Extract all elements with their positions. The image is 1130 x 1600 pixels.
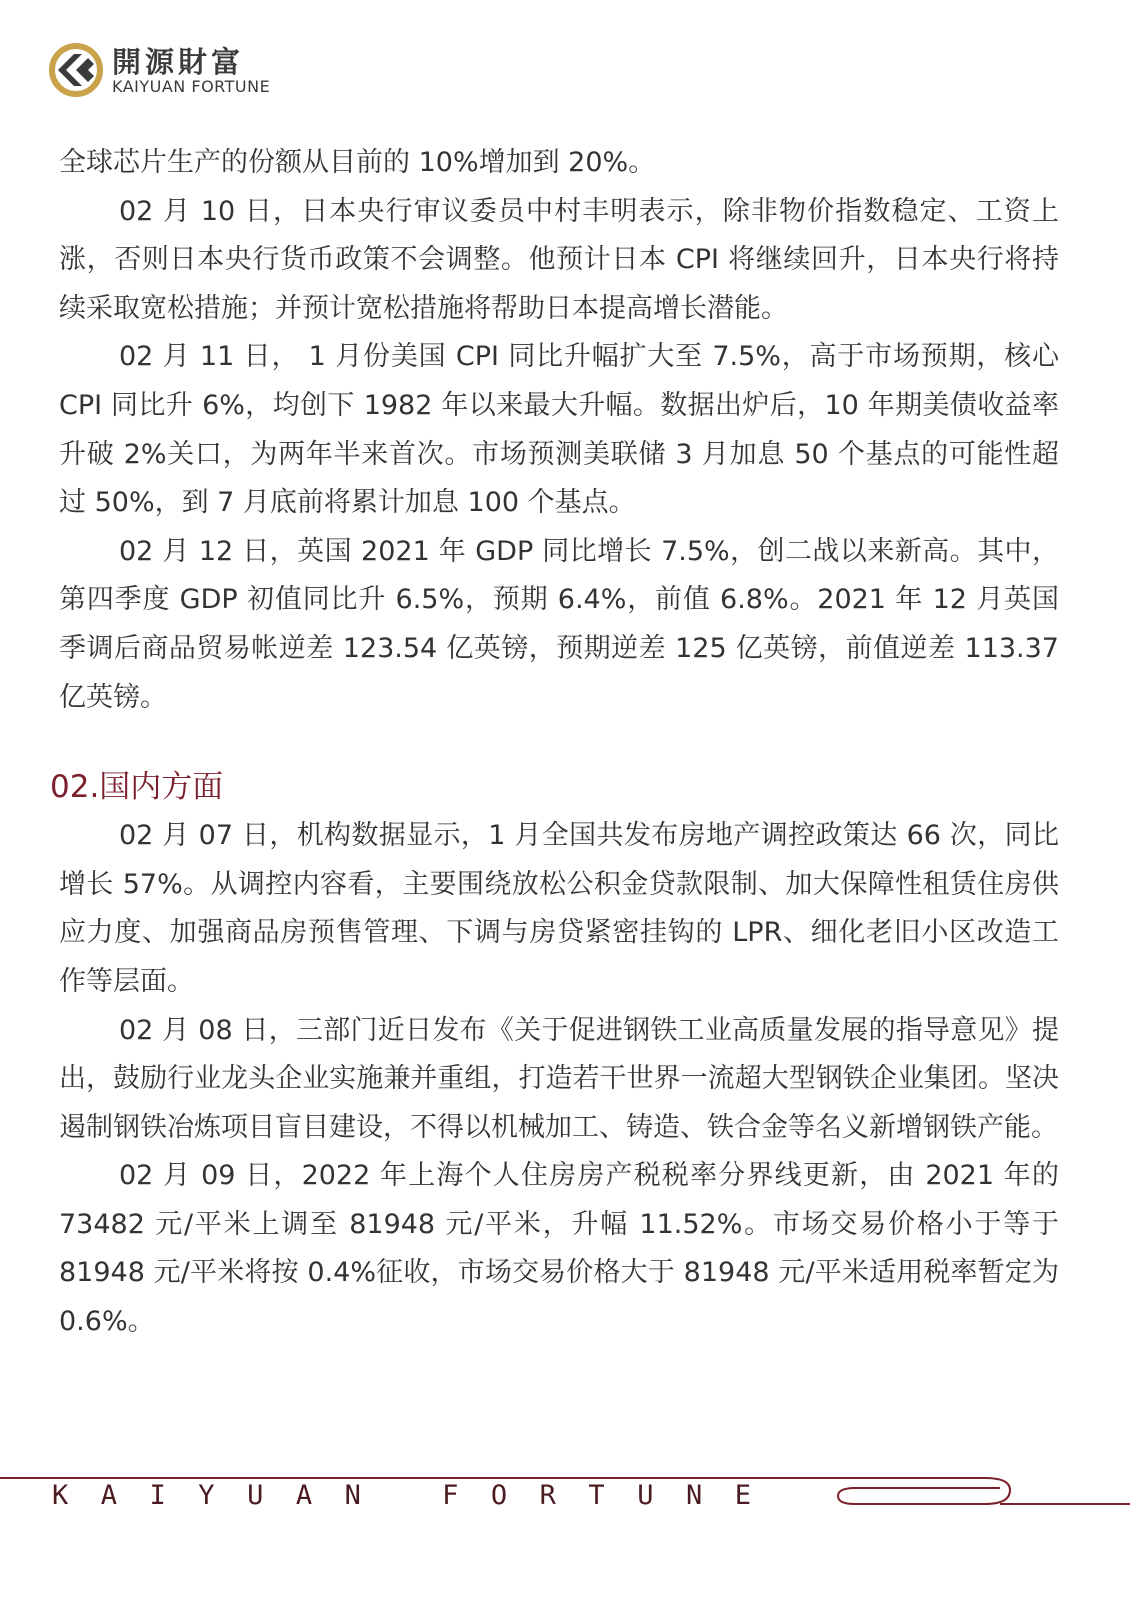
paragraph-steel-industry: 02 月 08 日，三部门近日发布《关于促进钢铁工业高质量发展的指导意见》提出，鼓励行业龙头企业实施兼并重组，打造若干世界一流超大型钢铁企业集团。坚决遏制钢铁冶炼项目盲目建设，不得以机械加工、铸造、铁合金等名义新增钢铁产能。: [59, 1014, 1059, 1143]
paragraph-shanghai-property-tax: 02 月 09 日，2022 年上海个人住房房产税税率分界线更新，由 2021 年的 73482 元/平米上调至 81948 元/平米，升幅 11.52%。市场交易价格小于等于 81948 元/平米将按 0.4%征收，市场交易价格大于 81948 元/平米适用税率暂定为 0.6%。: [59, 1160, 1059, 1338]
brand-name-english: KAIYUAN FORTUNE: [112, 77, 271, 96]
kaiyuan-logo-icon: [48, 42, 104, 98]
paragraph-us-cpi: 02 月 11 日， 1 月份美国 CPI 同比升幅扩大至 7.5%，高于市场预期，核心 CPI 同比升 6%，均创下 1982 年以来最大升幅。数据出炉后，10 年期美债收益率升破 2%关口，为两年半来首次。市场预测美联储 3 月加息 50 个基点的可能性超过 50%，到 7 月底前将累计加息 100 个基点。: [59, 341, 1059, 519]
paragraph-japan-boj: 02 月 10 日，日本央行审议委员中村丰明表示，除非物价指数稳定、工资上涨，否则日本央行货币政策不会调整。他预计日本 CPI 将继续回升，日本央行将持续采取宽松措施；并预计宽松措施将帮助日本提高增长潜能。: [59, 195, 1059, 324]
brand-header: [48, 40, 348, 100]
paragraph-continuation: 全球芯片生产的份额从目前的 10%增加到 20%。: [59, 147, 656, 178]
section-title-domestic: 02.国内方面: [50, 769, 224, 806]
paragraph-uk-gdp: 02 月 12 日，英国 2021 年 GDP 同比增长 7.5%，创二战以来新高。其中，第四季度 GDP 初值同比升 6.5%，预期 6.4%，前值 6.8%。2021 年 12 月英国季调后商品贸易帐逆差 123.54 亿英镑，预期逆差 125 亿英镑，前值逆差 113.37 亿英镑。: [59, 535, 1059, 713]
footer-brand-text: K A I Y U A N F O R T U N E: [52, 1480, 751, 1511]
brand-name-chinese: 開源財富: [112, 45, 245, 79]
document-body: [50, 139, 1059, 1347]
brand-footer: [0, 1460, 1130, 1540]
paragraph-real-estate-policy: 02 月 07 日，机构数据显示，1 月全国共发布房地产调控政策达 66 次，同比增长 57%。从调控内容看，主要围绕放松公积金贷款限制、加大保障性租赁住房供应力度、加强商品房预售管理、下调与房贷紧密挂钩的 LPR、细化老旧小区改造工作等层面。: [59, 820, 1059, 997]
